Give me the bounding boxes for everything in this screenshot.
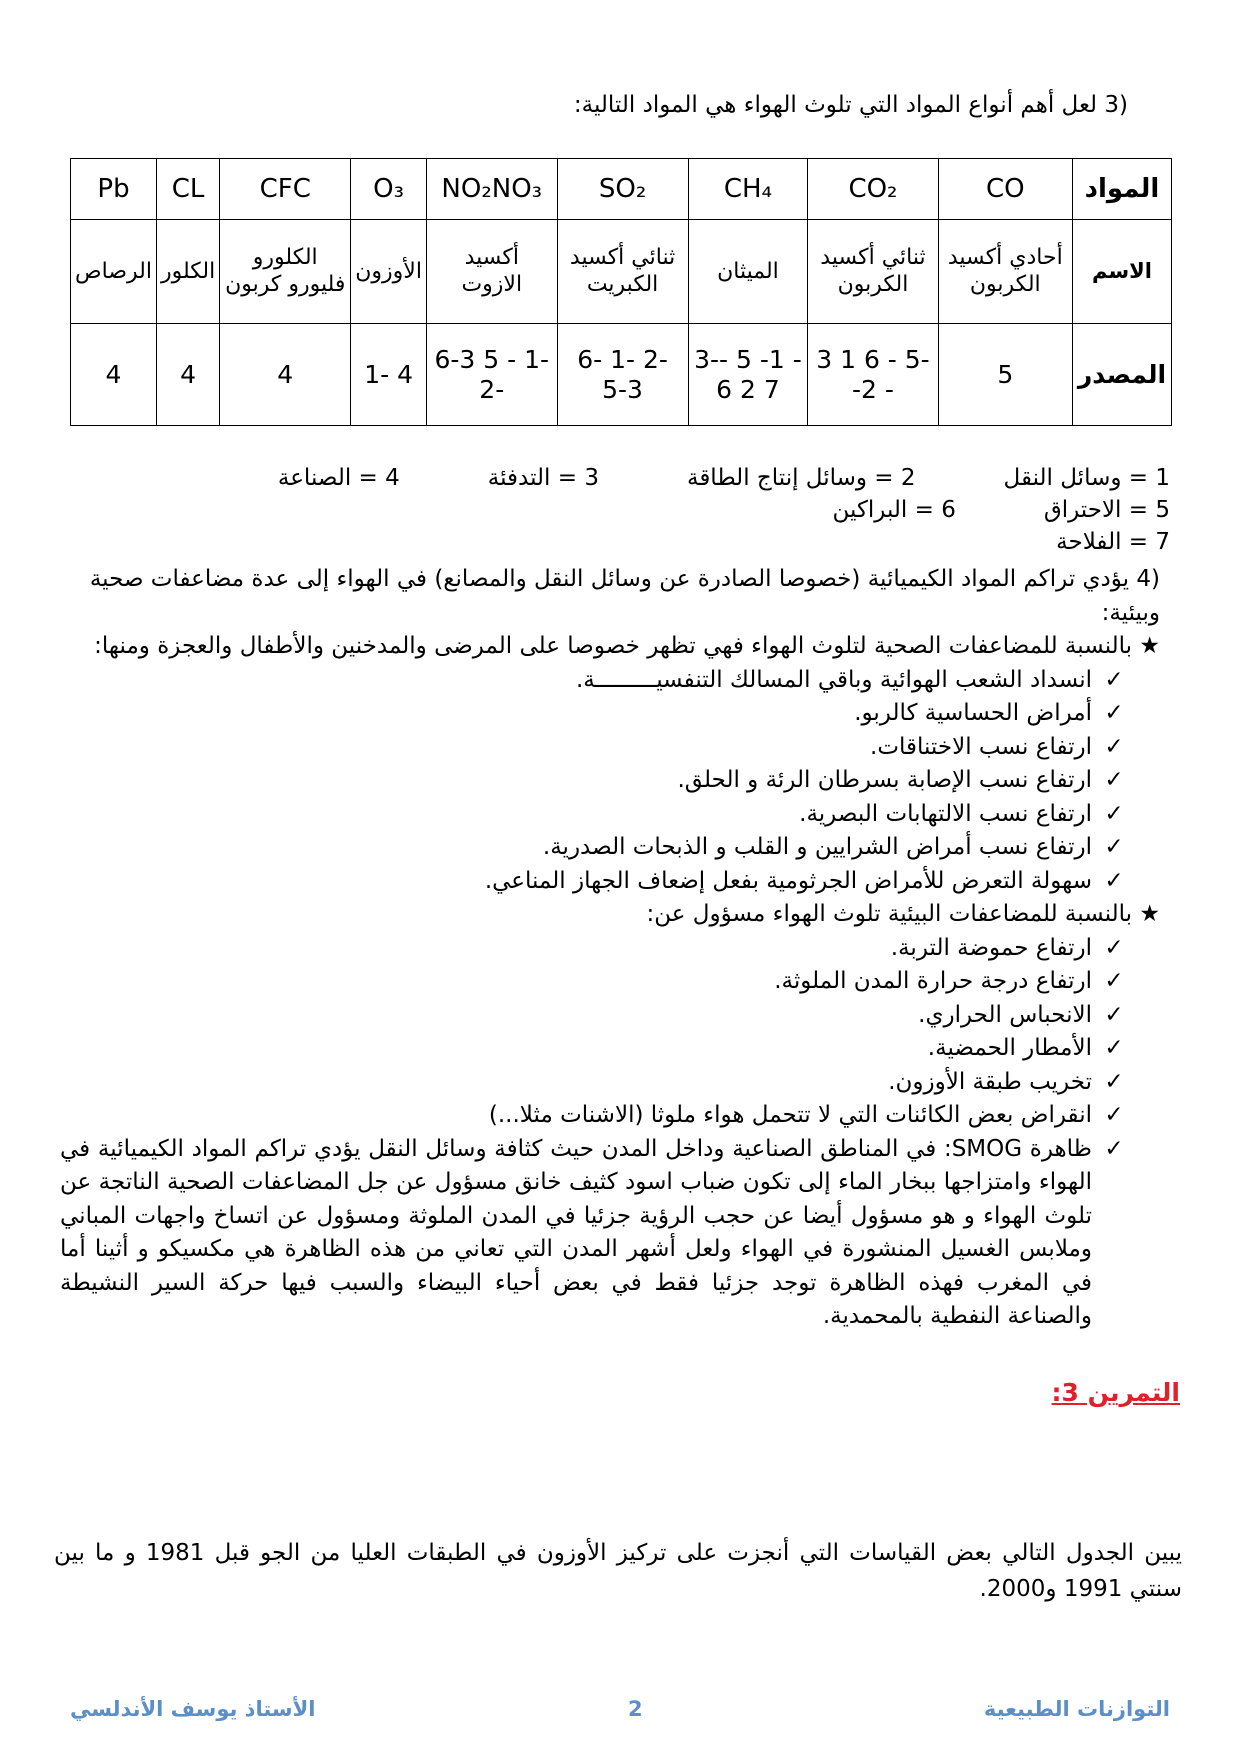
environment-list	[60, 932, 1160, 1334]
exercise-3-text: يبين الجدول التالي بعض القياسات التي أنجزت على تركيز الأوزون في الطبقات العليا من الجو قبل 1981 و ما بين سنتي 1991 و2000.	[54, 1540, 1182, 1602]
legend-item: 5 = الاحتراق	[1043, 497, 1170, 523]
check-icon: ✓	[1104, 968, 1124, 994]
list-item	[60, 1066, 1126, 1100]
list-item-text: أمراض الحساسية كالربو.	[854, 700, 1092, 726]
exercise-3-title: التمرين 3:	[1051, 1378, 1180, 1407]
legend-item: 1 = وسائل النقل	[1003, 465, 1170, 491]
check-icon: ✓	[1104, 666, 1124, 693]
legend-item: 2 = وسائل إنتاج الطاقة	[686, 465, 916, 491]
check-icon: ✓	[1104, 1035, 1124, 1061]
footer-page-number: 2	[628, 1697, 643, 1721]
section-3-text: (3	[1104, 92, 1128, 118]
source-cell: -5 - 6 1 3 - 2-	[808, 324, 938, 426]
formula-cell: CO	[938, 159, 1072, 220]
formula-cell: O₃	[351, 159, 427, 220]
header-source: المصدر	[1073, 324, 1172, 426]
list-item	[60, 1099, 1126, 1133]
list-item-text: ارتفاع نسب الإصابة بسرطان الرئة و الحلق.	[677, 767, 1092, 793]
name-cell: أكسيد الازوت	[426, 220, 557, 324]
table-row-sources	[71, 324, 1172, 426]
name-cell: الكلور	[156, 220, 219, 324]
list-item-text: ارتفاع حموضة التربة.	[890, 934, 1092, 961]
list-item	[60, 664, 1126, 698]
source-cell: 5	[938, 324, 1072, 426]
source-cell: 4	[71, 324, 157, 426]
smog-text: ظاهرة SMOG: في المناطق الصناعية وداخل المدن حيث كثافة وسائل النقل يؤدي تراكم المواد الكيميائية في الهواء وامتزاجها ببخار الماء إلى تكون ضباب اسود كثيف خانق مسؤول عن جل المضاعفات الصحية الناتجة عن تلوث الهواء و هو مسؤول أيضا عن حجب الرؤية جزئيا في المدن الملوثة ومسؤول عن اتساخ واجهات المباني وملابس الغسيل المنشورة في الهواء ولعل أشهر المدن التي تعاني من هذه الظاهرة هي مكسيكو و أثينا أما في المغرب فهذه الظاهرة توجد جزئيا فقط في بعض أحياء البيضاء والسبب فيها حركة السير النشيطة والصناعة النفطية بالمحمدية.	[60, 1135, 1092, 1329]
check-icon: ✓	[1104, 767, 1124, 793]
legend-item: 4 = الصناعة	[277, 465, 400, 491]
name-cell: الميثان	[688, 220, 808, 324]
health-list	[60, 664, 1160, 899]
formula-cell: CFC	[220, 159, 351, 220]
list-item	[60, 1032, 1126, 1066]
list-item	[60, 798, 1126, 832]
formula-cell: CH₄	[688, 159, 808, 220]
section-4	[60, 563, 1160, 1334]
list-item-text: الانحباس الحراري.	[918, 1001, 1092, 1028]
legend-item: 3 = التدفئة	[487, 465, 599, 491]
list-item	[60, 865, 1126, 899]
list-item	[60, 965, 1126, 999]
name-cell: الرصاص	[71, 220, 157, 324]
name-cell: ثنائي أكسيد الكبريت	[557, 220, 688, 324]
list-item	[60, 999, 1126, 1033]
name-cell: الكلورو فليورو كربون	[220, 220, 351, 324]
name-cell: أحادي أكسيد الكربون	[938, 220, 1072, 324]
list-item	[60, 697, 1126, 731]
check-icon: ✓	[1104, 1102, 1124, 1128]
pollutants-table	[70, 158, 1172, 426]
list-item	[60, 764, 1126, 798]
section-4-intro: (4 يؤدي تراكم المواد الكيميائية (خصوصا الصادرة عن وسائل النقل والمصانع) في الهواء إلى عدة مضاعفات صحية وبيئية:	[89, 566, 1160, 626]
table-row-substances	[71, 159, 1172, 220]
header-name: الاسم	[1073, 220, 1172, 324]
formula-cell: CL	[156, 159, 219, 220]
environment-heading: ★ بالنسبة للمضاعفات البيئية تلوث الهواء مسؤول عن:	[646, 901, 1160, 927]
check-icon: ✓	[1104, 800, 1124, 827]
legend-item: 6 = البراكين	[832, 497, 956, 523]
section-3-intro	[68, 92, 1128, 118]
source-cell: 4 -1	[351, 324, 427, 426]
list-item	[60, 932, 1126, 966]
check-icon: ✓	[1104, 1001, 1124, 1028]
legend-item: 7 = الفلاحة	[1056, 529, 1170, 555]
formula-cell: SO₂	[557, 159, 688, 220]
source-legend	[70, 462, 1170, 558]
check-icon: ✓	[1104, 1135, 1124, 1162]
formula-cell: Pb	[71, 159, 157, 220]
check-icon: ✓	[1104, 1068, 1124, 1095]
header-substances: المواد	[1073, 159, 1172, 220]
list-item-text: ارتفاع نسب الاختناقات.	[870, 733, 1092, 760]
check-icon: ✓	[1104, 700, 1124, 726]
list-item-text: الأمطار الحمضية.	[927, 1035, 1092, 1061]
check-icon: ✓	[1104, 834, 1124, 860]
health-heading: ★ بالنسبة للمضاعفات الصحية لتلوث الهواء فهي تظهر خصوصا على المرضى والمدخنين والأطفال والعجزة ومنها:	[94, 633, 1160, 659]
check-icon: ✓	[1104, 867, 1124, 894]
list-item	[60, 1133, 1126, 1334]
table-row-names	[71, 220, 1172, 324]
list-item-text: سهولة التعرض للأمراض الجرثومية بفعل إضعاف الجهاز المناعي.	[484, 867, 1092, 894]
source-cell: -2 -1 -6 5-3	[557, 324, 688, 426]
list-item-text: ارتفاع نسب أمراض الشرايين و القلب و الذبحات الصدرية.	[542, 834, 1092, 860]
source-cell: 4	[220, 324, 351, 426]
formula-cell: NO₂NO₃	[426, 159, 557, 220]
list-item	[60, 731, 1126, 765]
formula-cell: CO₂	[808, 159, 938, 220]
page-footer	[70, 1697, 1170, 1727]
footer-topic: التوازنات الطبيعية	[983, 1697, 1170, 1721]
list-item	[60, 831, 1126, 865]
list-item-text: ارتفاع نسب الالتهابات البصرية.	[799, 800, 1092, 827]
section-3-body: لعل أهم أنواع المواد التي تلوث الهواء هي المواد التالية:	[573, 92, 1098, 118]
source-cell: - 1- 5 -3-7 2 6	[688, 324, 808, 426]
name-cell: ثنائي أكسيد الكربون	[808, 220, 938, 324]
list-item-text: انسداد الشعب الهوائية وباقي المسالك التنفسيـــــــــة.	[575, 666, 1092, 693]
check-icon: ✓	[1104, 934, 1124, 961]
list-item-text: تخريب طبقة الأوزون.	[888, 1068, 1092, 1095]
name-cell: الأوزون	[351, 220, 427, 324]
source-cell: -1 - 5 6-3 -2	[426, 324, 557, 426]
list-item-text: انقراض بعض الكائنات التي لا تتحمل هواء ملوثا (الاشنات مثلا...)	[488, 1102, 1092, 1128]
source-cell: 4	[156, 324, 219, 426]
check-icon: ✓	[1104, 733, 1124, 760]
footer-author: الأستاذ يوسف الأندلسي	[70, 1697, 316, 1721]
list-item-text: ارتفاع درجة حرارة المدن الملوثة.	[774, 968, 1092, 994]
